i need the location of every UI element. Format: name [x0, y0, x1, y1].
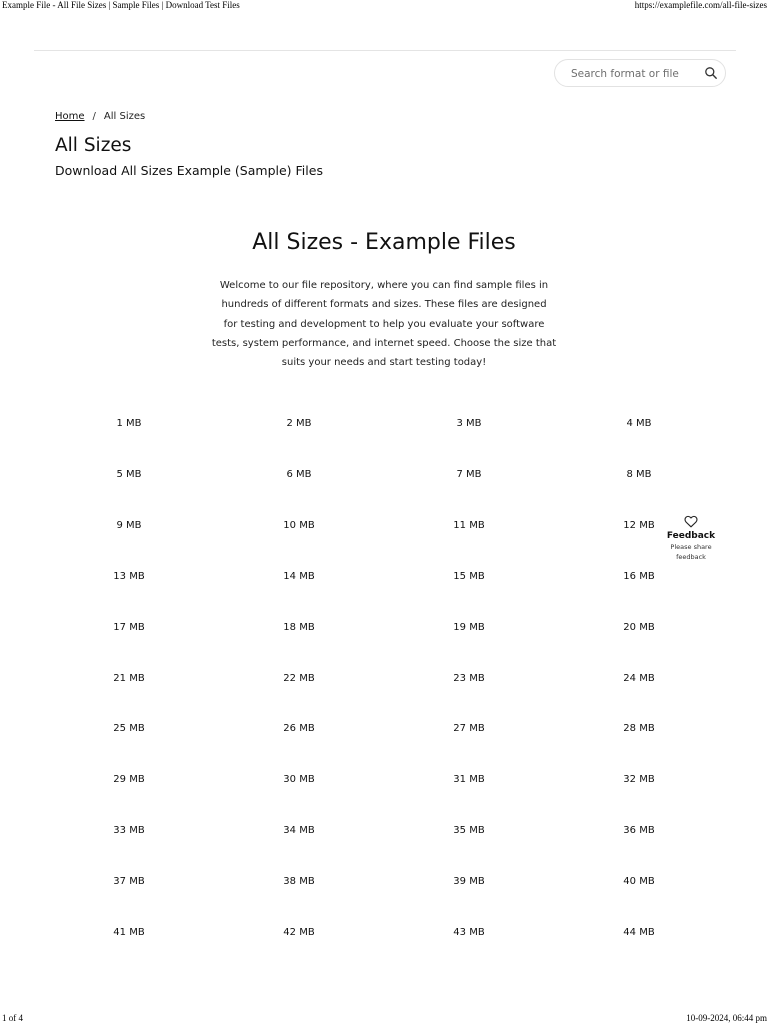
size-link[interactable]: 38 MB — [283, 876, 315, 888]
size-link[interactable]: 5 MB — [116, 468, 142, 480]
intro-line: for testing and development to help you evaluate your software — [223, 318, 545, 330]
size-link[interactable]: 24 MB — [623, 672, 655, 684]
intro-line: tests, system performance, and internet speed. Choose the size that — [211, 337, 557, 349]
intro-line: Welcome to our file repository, where you can find sample files in — [219, 280, 549, 291]
breadcrumb-separator: / — [92, 111, 96, 122]
size-link[interactable]: 26 MB — [283, 723, 315, 735]
search-input[interactable] — [571, 66, 691, 82]
size-link[interactable]: 30 MB — [283, 774, 315, 786]
feedback-label[interactable]: Feedback — [666, 531, 716, 541]
size-link[interactable]: 33 MB — [113, 825, 145, 837]
size-link[interactable]: 31 MB — [453, 774, 485, 786]
size-link[interactable]: 29 MB — [113, 774, 145, 786]
header-divider — [34, 50, 736, 51]
size-link[interactable]: 16 MB — [623, 570, 655, 582]
print-footer — [0, 1013, 768, 1024]
intro-line: hundreds of different formats and sizes. These files are designed — [221, 299, 547, 311]
size-link[interactable]: 3 MB — [456, 418, 482, 429]
size-link[interactable]: 22 MB — [283, 672, 315, 684]
size-link[interactable]: 19 MB — [453, 621, 485, 633]
size-link[interactable]: 28 MB — [623, 723, 655, 735]
size-link[interactable]: 2 MB — [286, 418, 312, 429]
size-link[interactable]: 35 MB — [453, 825, 485, 837]
size-link[interactable]: 9 MB — [116, 519, 142, 531]
feedback-subtext-line: Please share — [670, 543, 712, 551]
search-box[interactable] — [554, 59, 726, 87]
size-link[interactable]: 27 MB — [453, 723, 485, 735]
section-heading: All Sizes - Example Files — [252, 230, 516, 255]
size-link[interactable]: 25 MB — [113, 723, 145, 735]
page-subtitle: Download All Sizes Example (Sample) Files — [55, 163, 323, 178]
breadcrumb-current: All Sizes — [103, 111, 146, 122]
size-link[interactable]: 32 MB — [623, 774, 655, 786]
size-link[interactable]: 1 MB — [116, 418, 142, 429]
size-link[interactable]: 18 MB — [283, 621, 315, 633]
print-header-title: Example File - All File Sizes | Sample Files | Download Test Files — [2, 0, 240, 10]
search-icon[interactable] — [704, 66, 718, 80]
feedback-subtext — [664, 543, 718, 562]
size-link[interactable]: 23 MB — [453, 672, 485, 684]
size-link[interactable]: 37 MB — [113, 876, 145, 888]
size-link[interactable]: 41 MB — [113, 927, 145, 938]
print-header-url: https://examplefile.com/all-file-sizes — [634, 0, 767, 10]
size-link[interactable]: 8 MB — [626, 468, 652, 480]
size-link[interactable]: 39 MB — [453, 876, 485, 888]
size-link[interactable]: 14 MB — [283, 570, 315, 582]
print-header — [0, 0, 768, 12]
size-link[interactable]: 11 MB — [453, 519, 485, 531]
size-link[interactable]: 12 MB — [623, 519, 655, 531]
size-link[interactable]: 43 MB — [453, 927, 485, 938]
size-link[interactable]: 6 MB — [286, 468, 312, 480]
size-link[interactable]: 20 MB — [623, 621, 655, 633]
breadcrumb-home-link[interactable]: Home — [55, 111, 85, 122]
size-link[interactable]: 34 MB — [283, 825, 315, 837]
size-link[interactable]: 13 MB — [113, 570, 145, 582]
size-link[interactable]: 21 MB — [113, 672, 145, 684]
intro-line: suits your needs and start testing today! — [281, 357, 487, 369]
size-link[interactable]: 7 MB — [456, 468, 482, 480]
size-link[interactable]: 10 MB — [283, 519, 315, 531]
feedback-widget[interactable] — [664, 515, 718, 562]
heart-icon[interactable] — [684, 515, 698, 528]
size-link[interactable]: 17 MB — [113, 621, 145, 633]
size-link[interactable]: 36 MB — [623, 825, 655, 837]
size-link[interactable]: 4 MB — [626, 418, 652, 429]
size-link[interactable]: 40 MB — [623, 876, 655, 888]
page-title: All Sizes — [55, 135, 132, 156]
feedback-subtext-line: feedback — [676, 552, 706, 561]
size-link[interactable]: 44 MB — [623, 927, 655, 938]
breadcrumb — [55, 111, 145, 122]
size-link[interactable]: 15 MB — [453, 570, 485, 582]
print-footer-page: 1 of 4 — [2, 1013, 23, 1023]
intro-paragraph — [204, 276, 564, 372]
print-footer-datetime: 10-09-2024, 06:44 pm — [686, 1013, 767, 1023]
size-link[interactable]: 42 MB — [283, 927, 315, 938]
